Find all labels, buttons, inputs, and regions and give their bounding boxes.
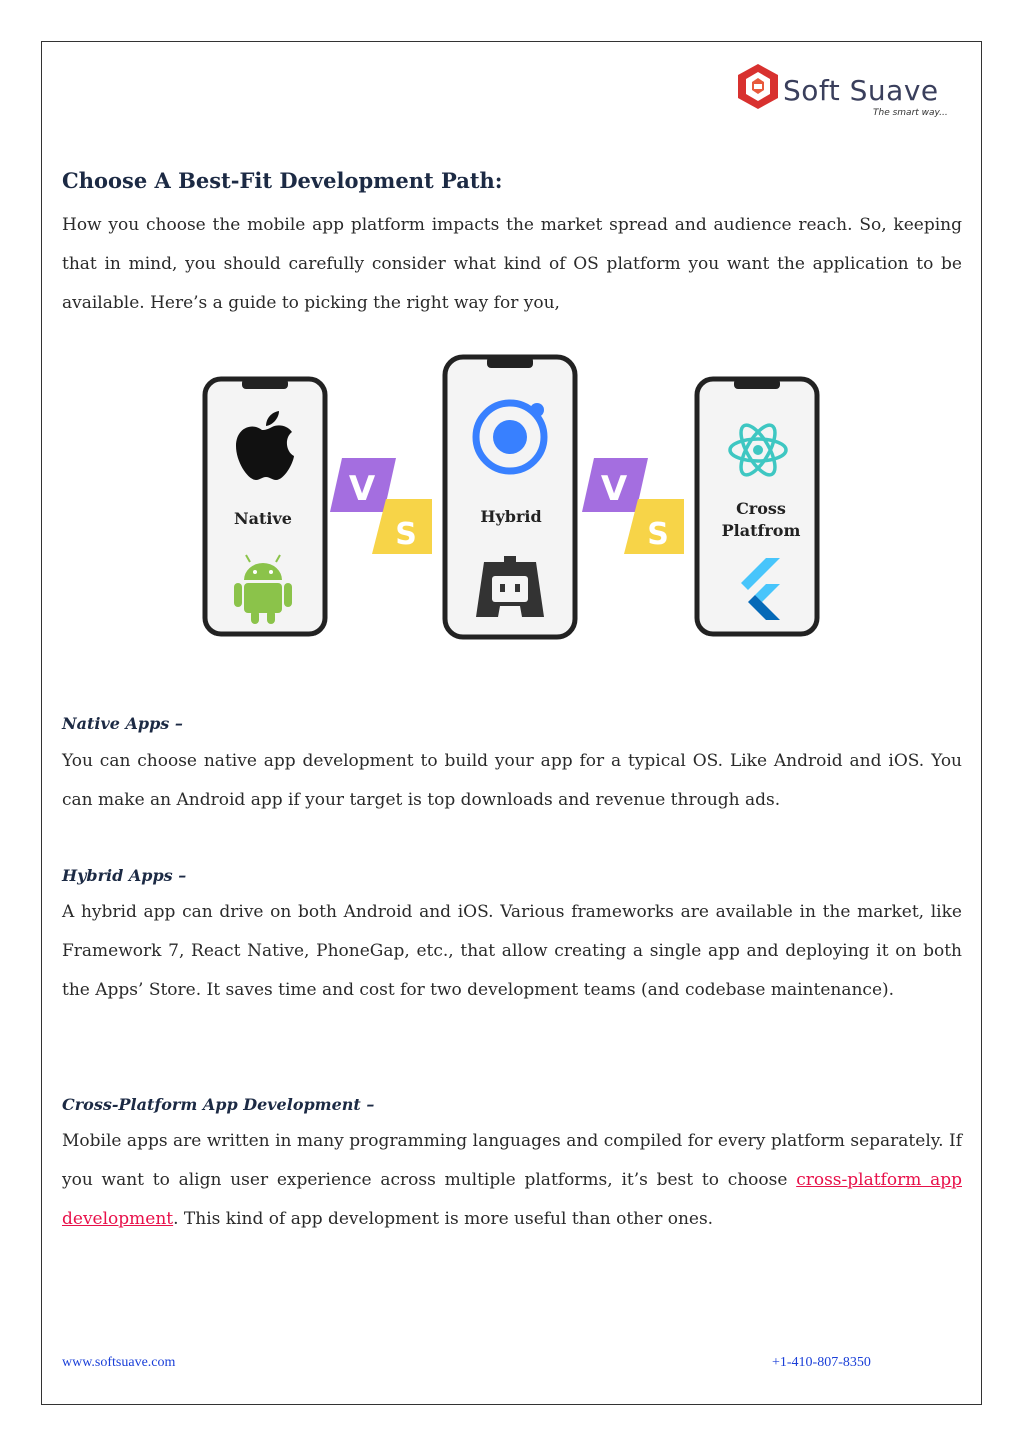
cross-label: Cross — [736, 499, 786, 518]
svg-text:V: V — [348, 469, 376, 509]
hybrid-phone — [445, 357, 575, 637]
native-label: Native — [234, 509, 292, 528]
cross-platform-body — [62, 1122, 962, 1239]
hybrid-label: Hybrid — [480, 507, 542, 526]
hybrid-apps-body: A hybrid app can drive on both Android and iOS. Various frameworks are available in the market, like Framework 7, React Native, PhoneGap, etc., that allow creating a single app and deploying it on both the Apps’ Store. It saves time and cost for two development teams (and codebase maintenance). — [62, 902, 962, 1000]
logo-mark — [738, 64, 778, 109]
native-apps-body: You can choose native app development to build your app for a typical OS. Like Android and iOS. You can make an Android app if your target is top downloads and revenue through ads. — [62, 751, 962, 810]
footer-website[interactable]: www.softsuave.com — [62, 1355, 176, 1370]
cross-phone — [697, 379, 817, 634]
brand-tagline: The smart way... — [873, 108, 948, 118]
native-apps-title: Native Apps – — [62, 714, 183, 733]
svg-text:V: V — [600, 469, 628, 509]
platform-label: Platfrom — [721, 521, 801, 540]
section-title: Choose A Best-Fit Development Path: — [62, 168, 503, 193]
vs-icon-2 — [582, 458, 684, 554]
svg-text:S: S — [647, 517, 669, 552]
platform-illustration — [200, 352, 820, 644]
svg-text:S: S — [395, 517, 417, 552]
cross-platform-text-before: Mobile apps are written in many programming languages and compiled for every platform separately. If you want to align user experience across multiple platforms, it’s best to choose — [62, 1131, 962, 1190]
cross-platform-text-after: . This kind of app development is more useful than other ones. — [173, 1209, 714, 1229]
vs-icon — [330, 458, 432, 554]
hybrid-apps-title: Hybrid Apps – — [62, 866, 187, 885]
footer-phone[interactable]: +1-410-807-8350 — [772, 1355, 871, 1370]
intro-paragraph: How you choose the mobile app platform impacts the market spread and audience reach. So, keeping that in mind, you should carefully consider what kind of OS platform you want the application to be available. Here’s a guide to picking the right way for you, — [62, 215, 962, 313]
brand-name: Soft Suave — [783, 74, 939, 107]
cross-platform-title: Cross-Platform App Development – — [62, 1095, 375, 1114]
native-phone — [205, 379, 325, 634]
cross-platform-link[interactable]: cross-platform app development — [62, 1170, 962, 1229]
